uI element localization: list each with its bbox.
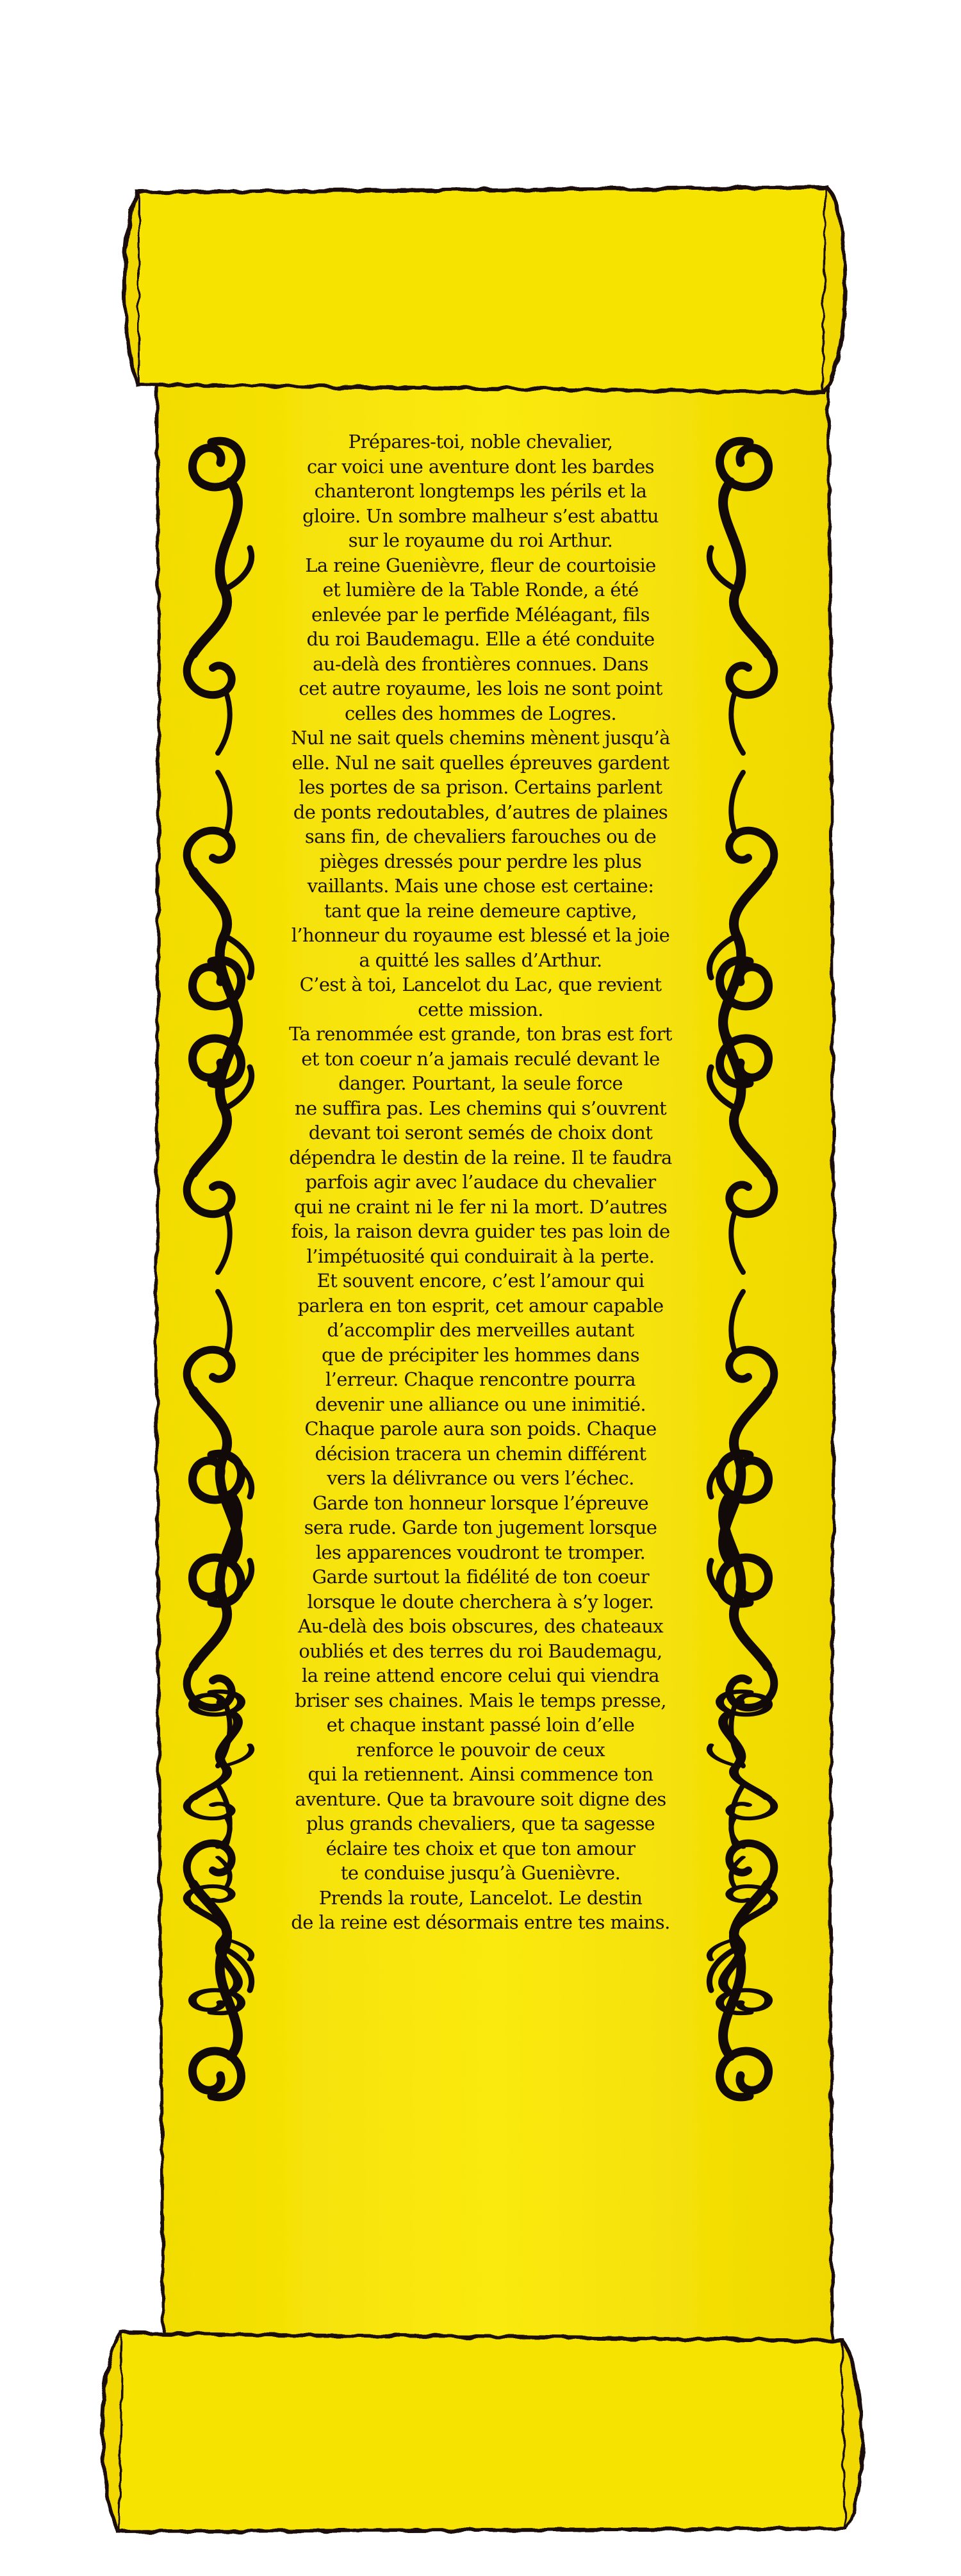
scroll-text-line: parlera en ton esprit, cet amour capable: [297, 1294, 664, 1317]
scroll-text-line: de la reine est désormais entre tes mains.: [291, 1911, 670, 1933]
scroll-text-line: enlevée par le perfide Méléagant, fils: [311, 603, 650, 626]
scroll-text-line: gloire. Un sombre malheur s’est abattu: [302, 504, 659, 527]
scroll-text-line: dépendra le destin de la reine. Il te faudra: [289, 1146, 672, 1168]
scroll-text-line: C’est à toi, Lancelot du Lac, que revient: [299, 974, 662, 995]
scroll-text-line: et lumière de la Table Ronde, a été: [322, 579, 639, 601]
scroll-text-line: briser ses chaines. Mais le temps presse,: [295, 1689, 666, 1711]
scroll-message: [243, 429, 718, 1935]
scroll-text-line: te conduise jusqu’à Guenièvre.: [340, 1862, 621, 1884]
scroll-text-line: Prépares-toi, noble chevalier,: [348, 431, 613, 453]
scroll-text-line: l’impétuosité qui conduirait à la perte.: [306, 1245, 655, 1267]
scroll-text-line: du roi Baudemagu. Elle a été conduite: [306, 628, 655, 650]
scroll-text-line: Prends la route, Lancelot. Le destin: [318, 1886, 643, 1909]
scroll-text-line: Garde ton honneur lorsque l’épreuve: [312, 1492, 649, 1514]
scroll-text-line: cet autre royaume, les lois ne sont point: [299, 677, 662, 699]
scroll-text-line: a quitté les salles d’Arthur.: [359, 949, 602, 971]
scroll-bottom-roll: [102, 2333, 862, 2532]
scroll-text-line: cette mission.: [418, 998, 543, 1020]
scroll-text-line: sans fin, de chevaliers farouches ou de: [304, 826, 657, 847]
scroll-text-line: d’accomplir des merveilles autant: [327, 1319, 634, 1341]
scroll-text-line: celles des hommes de Logres.: [345, 702, 616, 724]
scroll-text-line: car voici une aventure dont les bardes: [307, 455, 654, 478]
scroll-text-line: de ponts redoutables, d’autres de plaines: [293, 801, 668, 823]
scroll-text-line: et chaque instant passé loin d’elle: [326, 1714, 635, 1736]
scroll-text-line: qui la retiennent. Ainsi commence ton: [308, 1763, 653, 1785]
scroll-text-line: Ta renommée est grande, ton bras est fort: [289, 1023, 672, 1045]
scroll-text-line: aventure. Que ta bravoure soit digne des: [295, 1788, 666, 1810]
scroll-text-line: Garde surtout la fidélité de ton coeur: [311, 1566, 649, 1588]
scroll-text-line: chanteront longtemps les périls et la: [314, 480, 647, 502]
scroll-text-line: Nul ne sait quels chemins mènent jusqu’à: [291, 727, 670, 749]
scroll-text-line: plus grands chevaliers, que ta sagesse: [306, 1813, 655, 1834]
scroll-text-line: elle. Nul ne sait quelles épreuves gardent: [292, 751, 669, 774]
scroll-text-line: l’honneur du royaume est blessé et la joie: [291, 924, 670, 946]
scroll-text-line: décision tracera un chemin différent: [315, 1442, 646, 1465]
scroll-text-line: au-delà des frontières connues. Dans: [313, 652, 648, 675]
scroll-text-line: Chaque parole aura son poids. Chaque: [304, 1418, 657, 1440]
scroll-text-line: lorsque le doute cherchera à s’y loger.: [307, 1590, 654, 1613]
scroll-text-line: tant que la reine demeure captive,: [324, 899, 637, 922]
scroll-text-line: Au-delà des bois obscures, des chateaux: [297, 1615, 664, 1637]
scroll-text-line: oubliés et des terres du roi Baudemagu,: [299, 1640, 662, 1662]
scroll-text-line: devant toi seront semés de choix dont: [308, 1122, 653, 1143]
scroll-text-line: danger. Pourtant, la seule force: [338, 1072, 623, 1094]
scroll-text-line: et ton coeur n’a jamais reculé devant le: [301, 1047, 660, 1070]
scroll-text-line: renforce le pouvoir de ceux: [356, 1738, 605, 1761]
scroll-text-line: ne suffira pas. Les chemins qui s’ouvrent: [294, 1097, 667, 1119]
scroll-text-line: l’erreur. Chaque rencontre pourra: [325, 1368, 636, 1390]
scroll-text-line: pièges dressés pour perdre les plus: [319, 850, 642, 872]
scroll-text-line: qui ne craint ni le fer ni la mort. D’autres: [293, 1195, 668, 1218]
scroll-text-line: éclaire tes choix et que ton amour: [325, 1837, 636, 1859]
scroll-text-line: sera rude. Garde ton jugement lorsque: [304, 1517, 657, 1538]
scroll-text-line: les apparences voudront te tromper.: [315, 1541, 646, 1563]
scroll-text-line: que de précipiter les hommes dans: [322, 1343, 639, 1366]
scroll-text-line: les portes de sa prison. Certains parlent: [299, 776, 662, 798]
scroll-text-line: fois, la raison devra guider tes pas loin de: [291, 1220, 670, 1242]
scroll-text-line: Et souvent encore, c’est l’amour qui: [316, 1270, 645, 1292]
scroll-text-line: La reine Guenièvre, fleur de courtoisie: [305, 554, 656, 576]
scroll-text-line: la reine attend encore celui qui viendra: [302, 1665, 659, 1686]
scroll-text-line: sur le royaume du roi Arthur.: [348, 529, 613, 551]
scroll-text-line: parfois agir avec l’audace du chevalier: [305, 1171, 656, 1193]
scroll-text-line: devenir une alliance ou une inimitié.: [315, 1393, 646, 1415]
scroll-text-line: vaillants. Mais une chose est certaine:: [307, 875, 654, 897]
scroll-top-roll: [124, 187, 845, 392]
scroll-text-line: vers la délivrance ou vers l’échec.: [327, 1467, 634, 1489]
